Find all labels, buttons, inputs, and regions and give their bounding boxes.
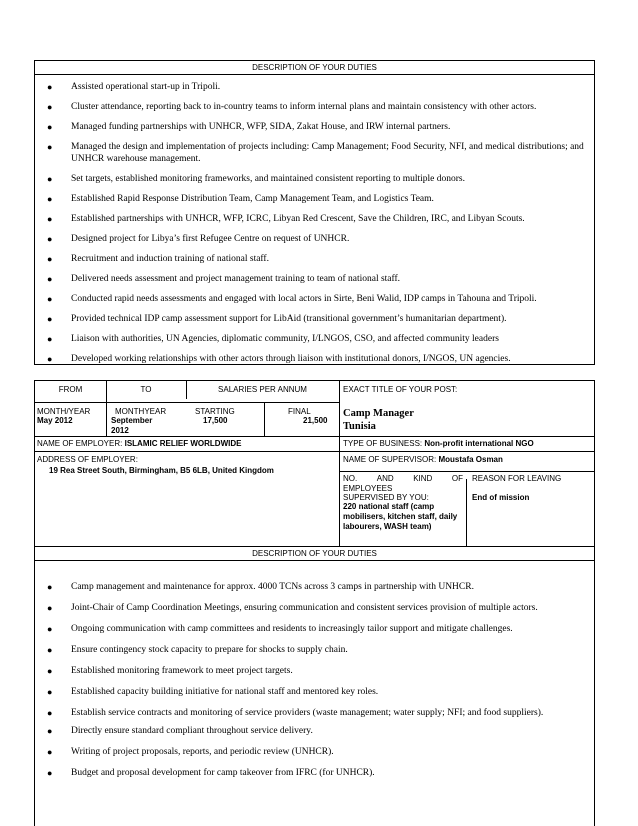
duties-list [35,581,594,779]
from-value: May 2012 [37,416,73,425]
month-year-label: MONTH/YEAR [37,407,91,416]
duty-item: ● Ongoing communication with camp committees and residents to increasingly tailor support and mitigate challenges. [47,624,513,634]
final-salary-value: 21,500 [303,416,328,425]
bullet-icon: ● [47,314,53,324]
reason-value: End of mission [472,493,530,502]
duty-item: ● Ensure contingency stock capacity to prepare for shocks to supply chain. [47,645,348,655]
bullet-icon: ● [47,102,53,112]
bullet-icon: ● [47,82,53,92]
bullet-icon: ● [47,122,53,132]
bullet-icon: ● [47,708,53,718]
duty-item: ● Designed project for Libya’s first Refugee Centre on request of UNHCR. [47,234,350,244]
bullet-icon: ● [47,687,53,697]
employees-label-2: EMPLOYEES [343,484,393,493]
bullet-icon: ● [47,294,53,304]
duty-item: ● Joint-Chair of Camp Coordination Meetings, ensuring communication and consistent services provision of multiple actors. [47,603,538,613]
address-label: ADDRESS OF EMPLOYER: [37,455,138,464]
starting-salary-value: 17,500 [203,416,228,425]
duty-item: ● Establish service contracts and monitoring of service providers (waste management; water supply; NFI; and food suppliers). [47,708,544,718]
employees-label-3: SUPERVISED BY YOU: [343,493,429,502]
bullet-icon: ● [47,666,53,676]
reason-label: REASON FOR LEAVING [472,474,562,483]
business-value: Non-profit international NGO [424,439,534,448]
business-row [343,439,534,449]
duty-item: ● Set targets, established monitoring frameworks, and maintained consistent reporting to multiple donors. [47,174,465,184]
duty-item: ● Cluster attendance, reporting back to in-country teams to inform internal plans and maintain consistency with other actors. [47,102,537,112]
duty-item: ● Developed working relationships with other actors through liaison with institutional donors, I/NGOS, UN agencies. [47,354,511,364]
salaries-label: SALARIES PER ANNUM [218,385,307,394]
duty-item: ● Established partnerships with UNHCR, WFP, ICRC, Libyan Red Crescent, Save the Children, IRC, and Libyan Scouts. [47,214,525,224]
duty-item: ● Assisted operational start-up in Tripoli. [47,82,221,92]
employer-label: NAME OF EMPLOYER: [37,439,123,448]
duty-item: ● Managed funding partnerships with UNHCR, WFP, SIDA, Zakat House, and IRW internal partners. [47,122,451,132]
bullet-icon: ● [47,274,53,284]
to-value-month: September [111,416,153,425]
duty-item: ● Established capacity building initiative for national staff and mentored key roles. [47,687,379,697]
bullet-icon: ● [47,603,53,613]
post-location: Tunisia [343,421,376,432]
bullet-icon: ● [47,254,53,264]
duty-item: ● Provided technical IDP camp assessment support for LibAid (transitional government’s humanitarian department). [47,314,507,324]
duty-item: ● Directly ensure standard compliant throughout service delivery. [47,726,313,736]
month-year-label-to: MONTHYEAR [115,407,167,416]
bullet-icon: ● [47,624,53,634]
duty-item: ● Conducted rapid needs assessments and engaged with local actors in Sirte, Beni Walid, IDP camps in Tahouna and Tripoli. [47,294,537,304]
duty-item: ● Established Rapid Response Distribution Team, Camp Management Team, and Logistics Team. [47,194,434,204]
from-label: FROM [58,385,83,394]
bullet-icon: ● [47,354,53,364]
employees-value: 220 national staff (camp mobilisers, kitchen staff, daily labourers, WASH team) [343,502,458,531]
final-salary-label: FINAL [288,407,311,416]
bullet-icon: ● [47,747,53,757]
duties-section-tunisia [34,560,595,826]
supervisor-row [343,455,503,465]
bullet-icon: ● [47,582,53,592]
post-title-label: EXACT TITLE OF YOUR POST: [343,385,458,394]
duties-section-libya [34,60,595,365]
duty-item: ● Writing of project proposals, reports, and periodic review (UNHCR). [47,747,334,757]
bullet-icon: ● [47,214,53,224]
bullet-icon: ● [47,726,53,736]
starting-salary-label: STARTING [195,407,235,416]
bullet-icon: ● [47,334,53,344]
duties-header: DESCRIPTION OF YOUR DUTIES [35,61,594,75]
employer-row [37,439,241,449]
bullet-icon: ● [47,142,53,152]
bullet-icon: ● [47,645,53,655]
to-label: TO [140,385,152,394]
duty-item: ● Established monitoring framework to meet project targets. [47,666,293,676]
bullet-icon: ● [47,194,53,204]
duties-header: DESCRIPTION OF YOUR DUTIES [252,549,377,558]
bullet-icon: ● [47,174,53,184]
employment-table [34,380,595,561]
post-title: Camp Manager [343,408,414,419]
address-value: 19 Rea Street South, Birmingham, B5 6LB, United Kingdom [49,466,274,475]
supervisor-value: Moustafa Osman [438,455,503,464]
duty-item: ● Camp management and maintenance for approx. 4000 TCNs across 3 camps in partnership with UNHCR. [47,582,474,592]
duty-item: ● Delivered needs assessment and project management training to team of national staff. [47,274,401,284]
duties-list [35,81,594,365]
duty-item: ● Liaison with authorities, UN Agencies, diplomatic community, I/LNGOS, CSO, and affected community leaders [47,334,499,344]
duty-item: ● Budget and proposal development for camp takeover from IFRC (for UNHCR). [47,768,375,778]
business-label: TYPE OF BUSINESS: [343,439,423,448]
bullet-icon: ● [47,234,53,244]
duty-item: ● Recruitment and induction training of national staff. [47,254,269,264]
to-value-year: 2012 [111,426,129,435]
bullet-icon: ● [47,768,53,778]
employer-value: ISLAMIC RELIEF WORLDWIDE [124,439,242,448]
duty-item: ● Managed the design and implementation of projects including: Camp Management; Food Security, NFI, and medical distributions; and UNHCR warehouse management. [47,142,584,164]
employees-label-line: NO. AND KIND OF [343,474,463,483]
supervisor-label: NAME OF SUPERVISOR: [343,455,437,464]
